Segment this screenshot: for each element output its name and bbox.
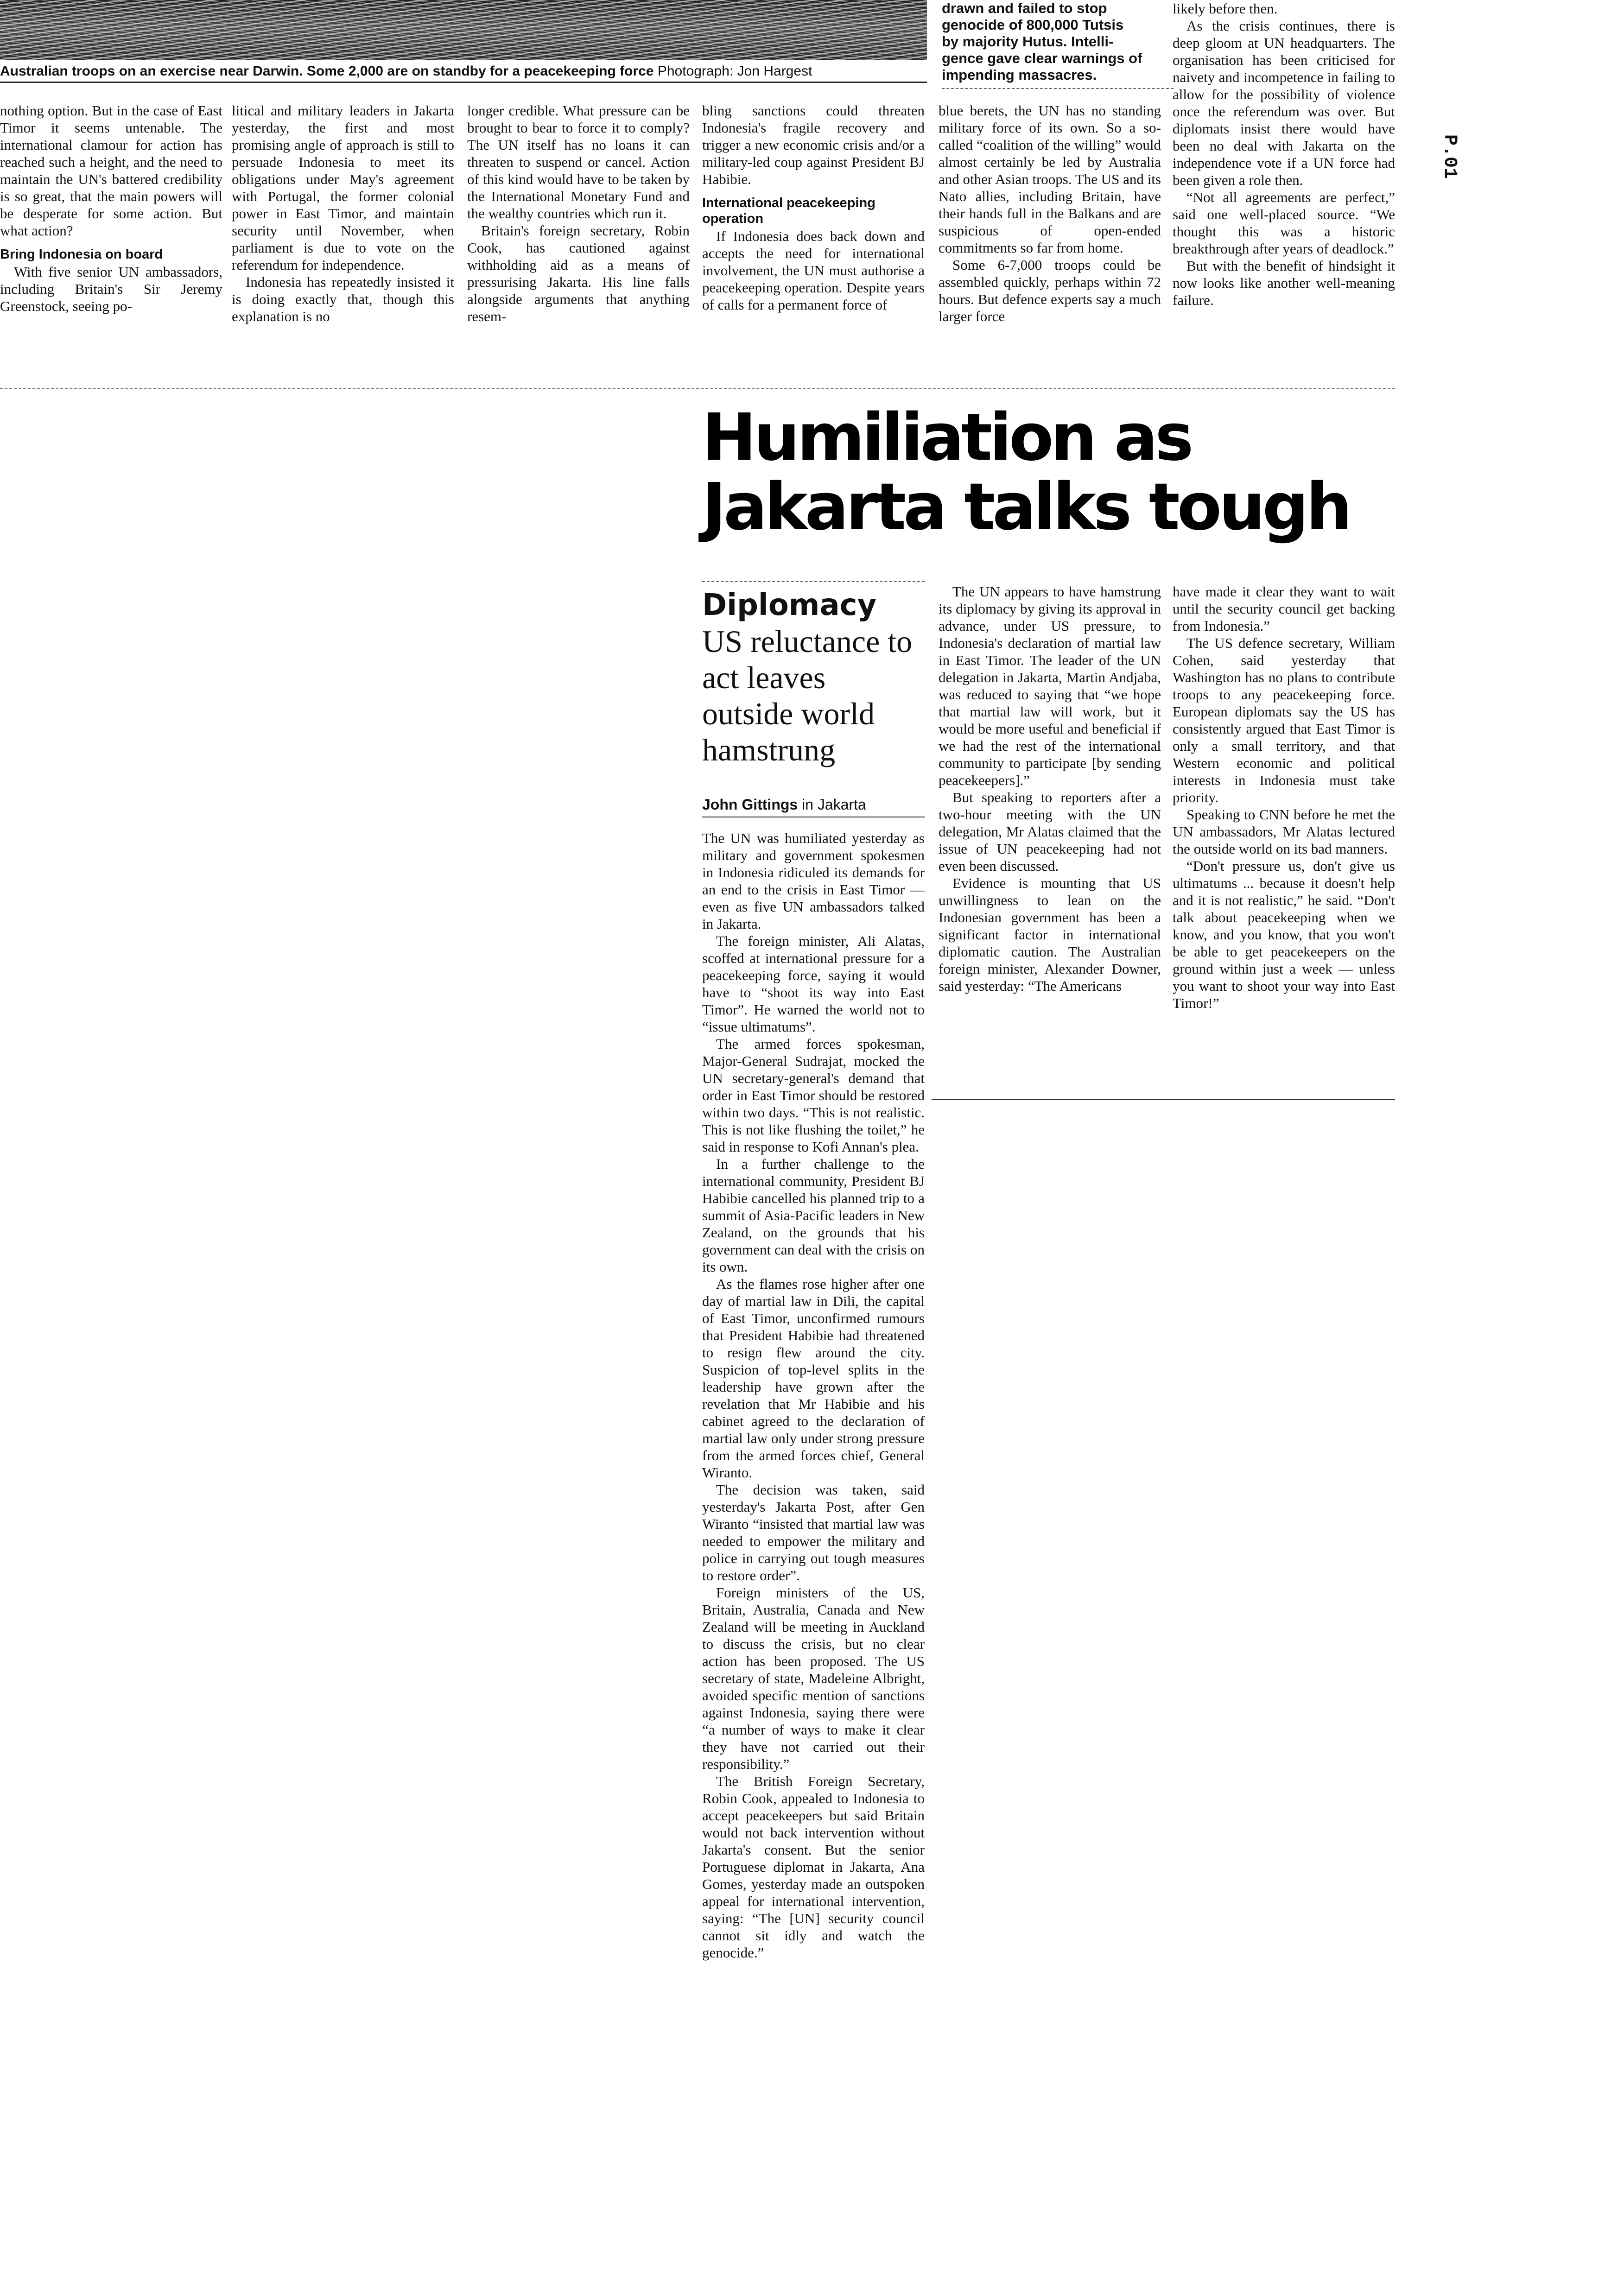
main-story-column-3	[1173, 583, 1395, 1012]
paragraph: If Indonesia does back down and accepts the need for international involvement, the UN must authorise a peacekeeping operation. Despite years of calls for a permanent force of	[702, 228, 925, 313]
paragraph: blue berets, the UN has no standing military force of its own. So a so-called “coalition of the willing” would almost certainly be led by Australia and other Asian troops. The US and its Nato allies, including Britain, have their hands full in the Balkans and are suspicious of open-ended commitments so far from home.	[939, 102, 1161, 256]
paragraph: The British Foreign Secretary, Robin Cook, appealed to Indonesia to accept peacekeepers but said Britain would not back intervention without Jakarta's consent. But the senior Portuguese diplomat in Jakarta, Ana Gomes, yesterday made an outspoken appeal for international intervention, saying: “The [UN] security council cannot sit idly and watch the genocide.”	[702, 1773, 925, 1961]
subheading: Bring Indonesia on board	[0, 247, 163, 262]
main-story-column-1	[702, 830, 925, 1961]
headline	[702, 400, 1397, 545]
top-story-column-6	[1173, 0, 1395, 309]
byline	[702, 796, 925, 813]
paragraph: But with the benefit of hindsight it now looks like another well-meaning failure.	[1173, 258, 1395, 308]
top-story-column-3	[467, 102, 690, 325]
subheading: International peacekeeping operation	[702, 196, 875, 226]
paragraph: Some 6-7,000 troops could be assembled quickly, perhaps within 72 hours. But defence experts say a much larger force	[939, 257, 1161, 324]
paragraph: “Don't pressure us, don't give us ultimatums ... because it doesn't help and it is not realistic,” he said. “Don't talk about peacekeeping when we know, and you know, that you won't be able to get peacekeepers on the ground within just a week — unless you want to shoot your way into East Timor!”	[1173, 858, 1395, 1011]
top-story-column-5	[939, 102, 1161, 325]
story-end-rule	[932, 1099, 1395, 1100]
inset-line: impending massacres.	[942, 67, 1097, 83]
paragraph: But speaking to reporters after a two-hour meeting with the UN delegation, Mr Alatas claimed that the issue of UN peacekeeping had not even been discussed.	[939, 789, 1161, 874]
paragraph: Evidence is mounting that US unwillingness to lean on the Indonesian government has been a significant factor in international diplomatic caution. The Australian foreign minister, Alexander Downer, said yesterday: “The Americans	[939, 875, 1161, 994]
paragraph: have made it clear they want to wait until the security council get backing from Indonesia.”	[1173, 583, 1395, 634]
inset-divider	[942, 88, 1174, 89]
paragraph: longer credible. What pressure can be brought to bear to force it to comply? The UN itself has no loans it can threaten to suspend or cancel. Action of this kind would have to be taken by the International Monetary Fund and the wealthy countries which run it.	[467, 102, 690, 222]
paragraph: As the flames rose higher after one day of martial law in Dili, the capital of East Timor, unconfirmed rumours that President Habibie had threatened to resign flew around the city. Suspicion of top-level splits in the leadership have grown after the revelation that Mr Habibie and his cabinet agreed to the declaration of martial law only under strong pressure from the armed forces chief, General Wiranto.	[702, 1276, 925, 1481]
paragraph: The UN appears to have hamstrung its diplomacy by giving its approval in advance, under US pressure, to Indonesia's declaration of martial law in East Timor. The leader of the UN delegation in Jakarta, Martin Andjaba, was reduced to saying that “we hope that martial law will work, but it would be more useful and beneficial if we had the rest of the international community to participate [by sending peacekeepers].”	[939, 583, 1161, 788]
paragraph: likely before then.	[1173, 0, 1278, 17]
page-number-mark: P.01	[1439, 134, 1460, 179]
paragraph: As the crisis continues, there is deep gloom at UN headquarters. The organisation has been criticised for naivety and incompetence in failing to allow for the possibility of violence once the referendum was over. But diplomats insist there would have been no deal with Jakarta on the independence vote if a UN force had been given a role then.	[1173, 18, 1395, 188]
paragraph: Britain's foreign secretary, Robin Cook, has cautioned against withholding aid as a means of pressurising Jakarta. His line falls alongside arguments that anything resem-	[467, 222, 690, 324]
photo-credit: Photograph: Jon Hargest	[657, 63, 812, 79]
inset-line: drawn and failed to stop	[942, 0, 1107, 16]
paragraph: The UN was humiliated yesterday as military and government spokesmen in Indonesia ridiculed its demands for an end to the crisis in East Timor — even as five UN ambassadors talked in Jakarta.	[702, 830, 925, 932]
troops-photo	[0, 0, 927, 60]
inset-box	[942, 0, 1174, 83]
headline-line: Humiliation as	[702, 400, 1191, 475]
byline-name: John Gittings	[702, 796, 798, 813]
paragraph: The armed forces spokesman, Major-General Sudrajat, mocked the UN secretary-general's demand that order in East Timor should be restored within two days. “This is not realistic. This is not like flushing the toilet,” he said in response to Kofi Annan's plea.	[702, 1036, 925, 1155]
paragraph: The US defence secretary, William Cohen, said yesterday that Washington has no plans to contribute troops to any peacekeeping force. European diplomats say the US has consistently argued that East Timor is only a small territory, and that Western economic and political interests in Indonesia must take priority.	[1173, 635, 1395, 805]
paragraph: The decision was taken, said yesterday's Jakarta Post, after Gen Wiranto “insisted that martial law was needed to empower the military and police in carrying out tough measures to restore order”.	[702, 1482, 925, 1583]
deck: US reluctance to act leaves outside world hamstrung	[702, 624, 913, 767]
paragraph: With five senior UN ambassadors, including Britain's Sir Jeremy Greenstock, seeing po-	[0, 264, 222, 314]
main-story-column-2	[939, 583, 1161, 994]
story-divider	[0, 388, 1395, 389]
byline-place: in Jakarta	[802, 796, 866, 813]
paragraph: nothing option. But in the case of East Timor it seems untenable. The international clamour for action has reached such a height, and the need to maintain the UN's battered credibility is so great, that the main powers will be desperate for some action. But what action?	[0, 102, 222, 239]
paragraph: Speaking to CNN before he met the UN ambassadors, Mr Alatas lectured the outside world on its bad manners.	[1173, 806, 1395, 857]
section-kicker: Diplomacy	[702, 588, 877, 622]
paragraph: The foreign minister, Ali Alatas, scoffed at international pressure for a peacekeeping force, saying it would have to “shoot its way into East Timor”. He warned the world not to “issue ultimatums”.	[702, 933, 925, 1035]
caption-text: Australian troops on an exercise near Darwin. Some 2,000 are on standby for a peacekeeping force	[0, 63, 654, 79]
kicker-rule	[702, 581, 925, 582]
paragraph: Indonesia has repeatedly insisted it is doing exactly that, though this explanation is no	[232, 274, 454, 324]
paragraph: bling sanctions could threaten Indonesia's fragile recovery and trigger a new economic crisis and/or a military-led coup against President BJ Habibie.	[702, 102, 925, 187]
paragraph: Foreign ministers of the US, Britain, Australia, Canada and New Zealand will be meeting in Auckland to discuss the crisis, but no clear action has been proposed. The US secretary of state, Madeleine Albright, avoided specific mention of sanctions against Indonesia, saying there were “a number of ways to make it clear they have not carried out their responsibility.”	[702, 1584, 925, 1772]
headline-line: Jakarta talks tough	[702, 469, 1350, 545]
top-story-column-4	[702, 102, 925, 313]
inset-line: genocide of 800,000 Tutsis	[942, 17, 1124, 33]
paragraph: litical and military leaders in Jakarta yesterday, the first and most promising angle of approach is still to persuade Indonesia to meet its obligations under May's agreement with Portugal, the former colonial power in East Timor, and maintain security until November, when parliament is due to vote on the referendum for independence.	[232, 102, 454, 273]
photo-caption	[0, 63, 927, 83]
paragraph: “Not all agreements are perfect,” said one well-placed source. “We thought this was a historic breakthrough after years of deadlock.”	[1173, 189, 1395, 257]
inset-line: by majority Hutus. Intelli-	[942, 33, 1114, 50]
inset-line: gence gave clear warnings of	[942, 50, 1142, 66]
top-story-column-2	[232, 102, 454, 325]
top-story-column-1	[0, 102, 222, 315]
paragraph: In a further challenge to the international community, President BJ Habibie cancelled his planned trip to a summit of Asia-Pacific leaders in New Zealand, on the grounds that his government can deal with the crisis on its own.	[702, 1156, 925, 1275]
